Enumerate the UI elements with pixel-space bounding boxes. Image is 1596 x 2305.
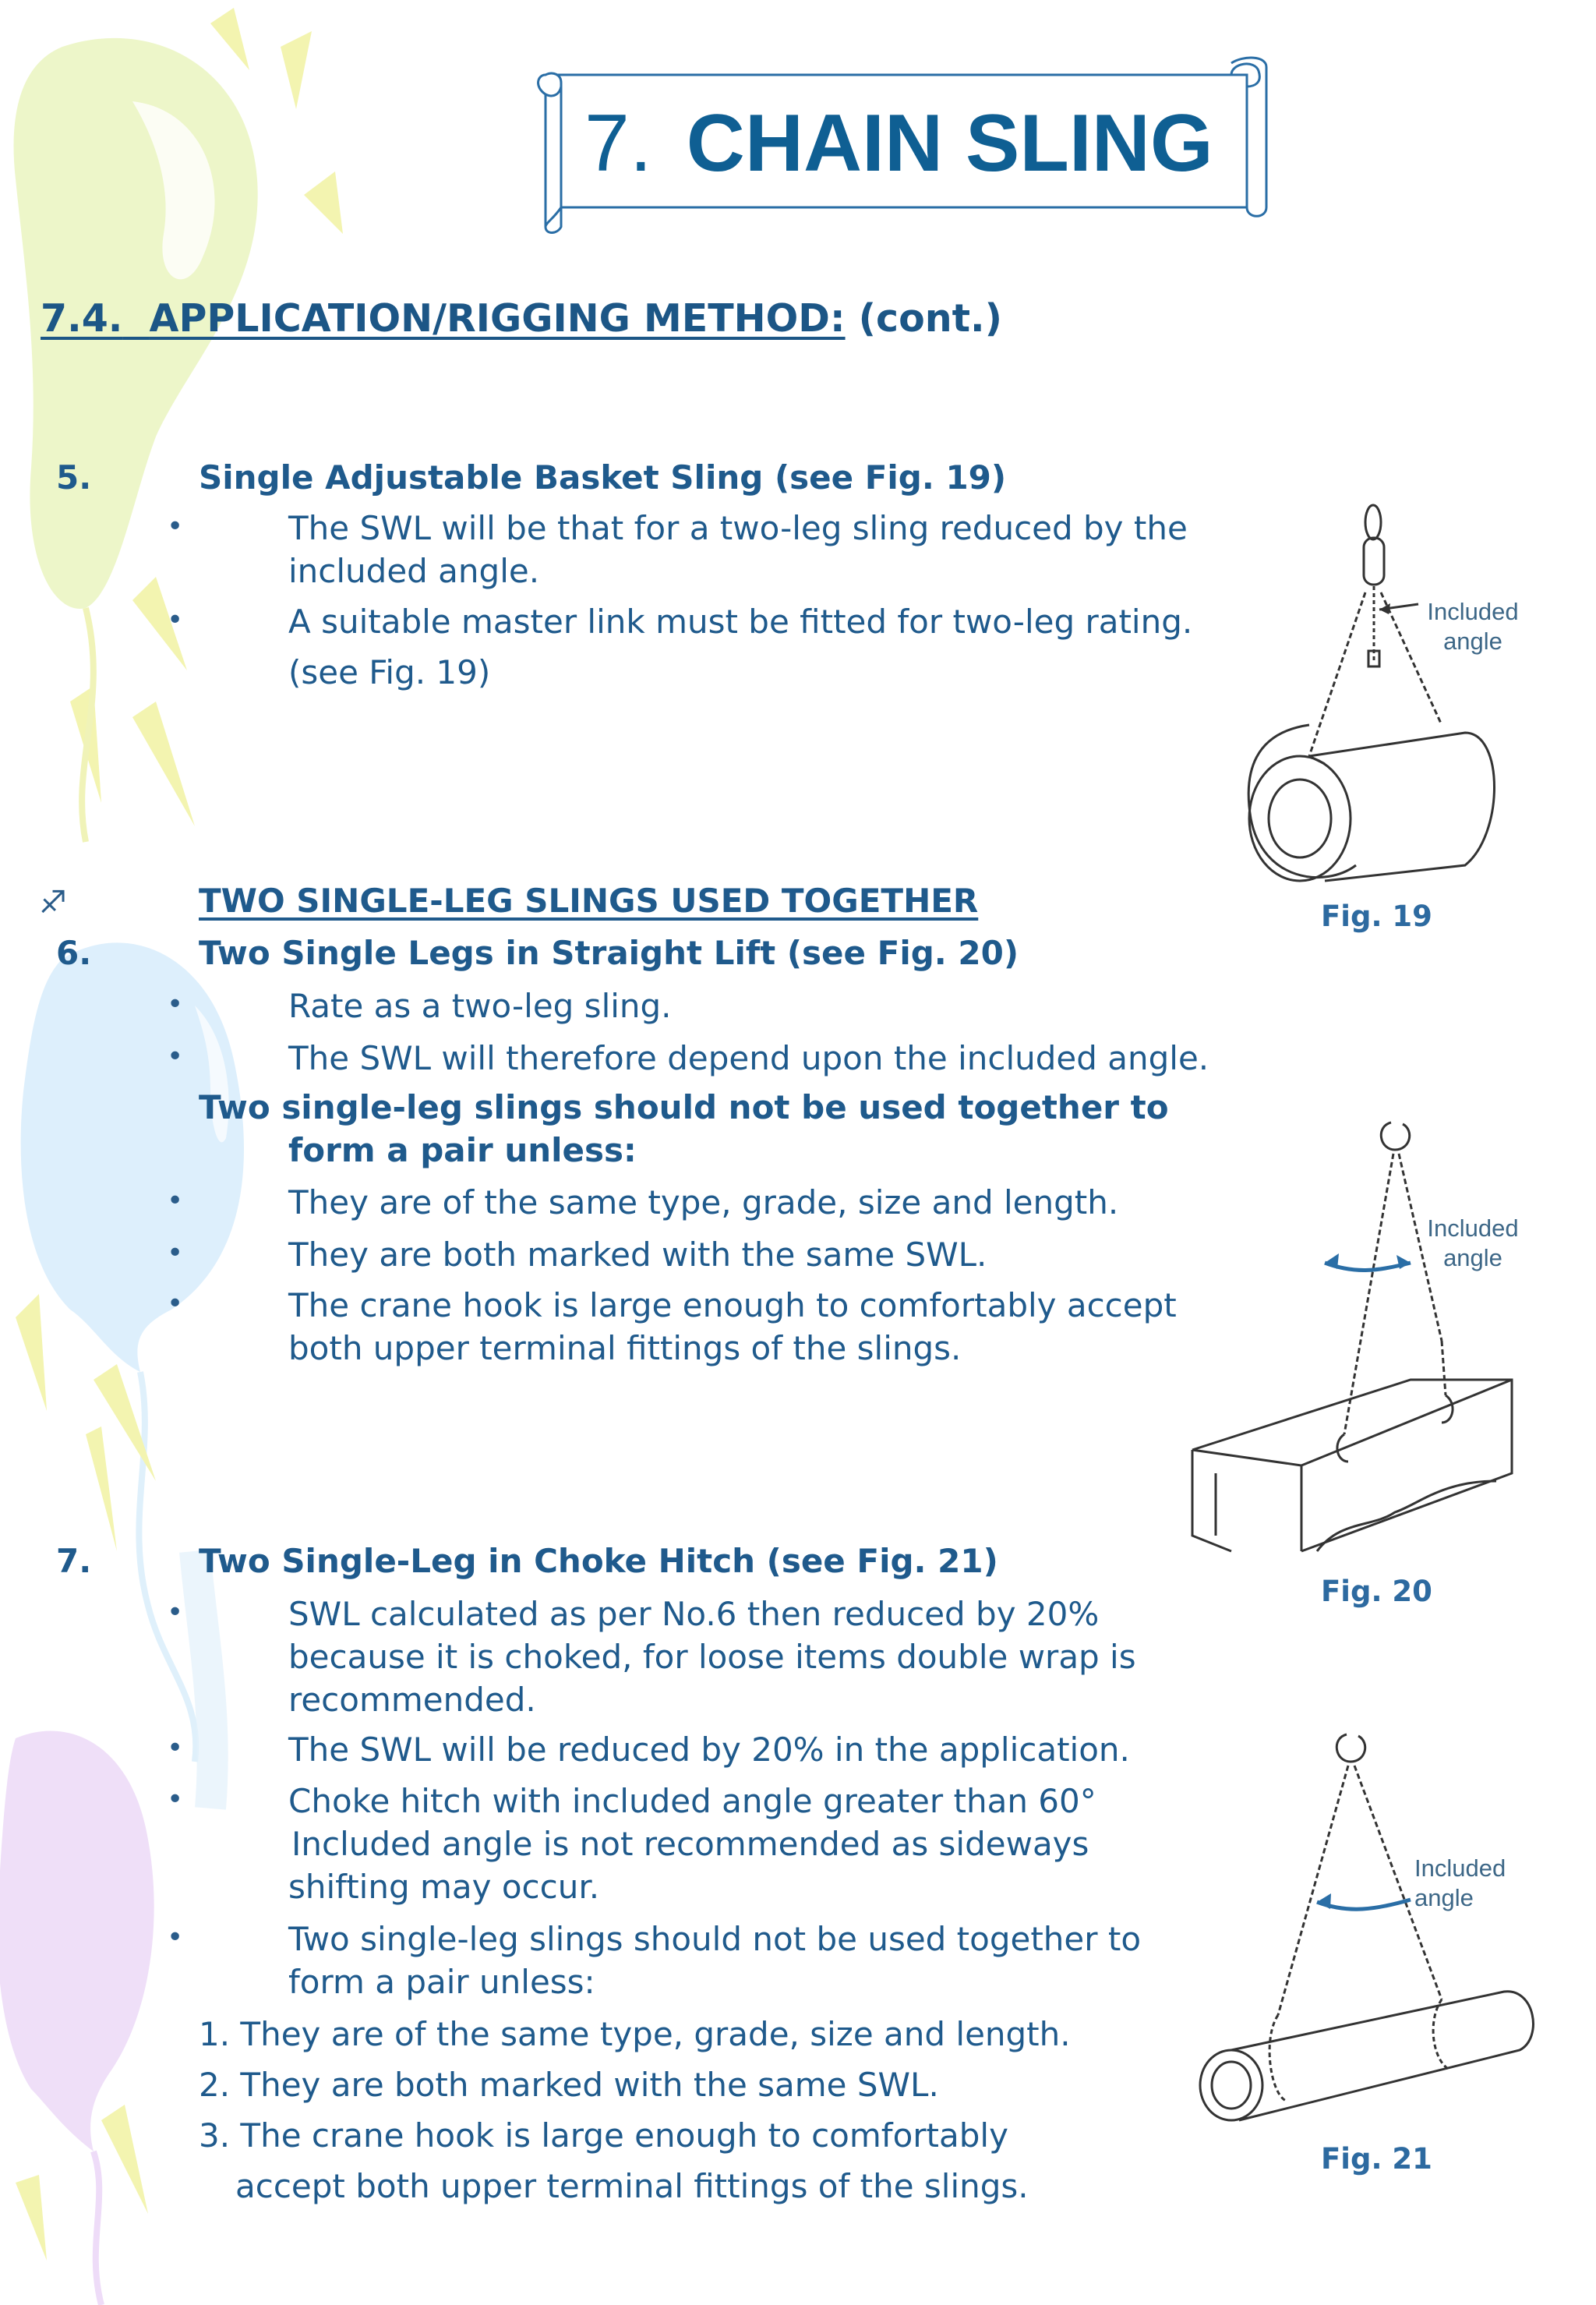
item7-bullet-4-cont: form a pair unless: xyxy=(288,1963,595,2001)
item7-bullet-2: The SWL will be reduced by 20% in the application. xyxy=(288,1731,1130,1769)
bullet: • xyxy=(167,1732,184,1764)
figure-19-illustration xyxy=(1231,499,1527,896)
bullet: • xyxy=(167,1784,184,1815)
figure-20-illustration xyxy=(1185,1115,1527,1582)
item7-number: 7. xyxy=(56,1542,92,1580)
section-heading xyxy=(41,296,1002,341)
item7-bullet-3-cont2: shifting may occur. xyxy=(288,1868,600,1906)
item7-list-1: 1. They are of the same type, grade, size and length. xyxy=(199,2015,1071,2053)
item6-warning-2: form a pair unless: xyxy=(288,1131,637,1169)
bullet: • xyxy=(167,988,184,1020)
fig19-label xyxy=(1411,597,1535,656)
item6-condition-3-cont: both upper terminal fittings of the slings. xyxy=(288,1329,962,1367)
item5-bullet-2: A suitable master link must be fitted for two-leg rating. xyxy=(288,603,1193,641)
arrow-icon xyxy=(1317,1900,1411,1909)
hook-icon xyxy=(1381,1122,1409,1150)
fig21-caption: Fig. 21 xyxy=(1321,2142,1432,2176)
item7-list-3: 3. The crane hook is large enough to comfortably xyxy=(199,2116,1008,2155)
hook-icon xyxy=(1365,505,1381,539)
bullet: • xyxy=(167,604,184,636)
fig19-label-2: angle xyxy=(1443,628,1502,655)
item5-heading: Single Adjustable Basket Sling (see Fig. 19) xyxy=(199,458,1007,497)
fig19-label-1: Included xyxy=(1427,598,1519,625)
item6-heading: Two Single Legs in Straight Lift (see Fig. 20) xyxy=(199,934,1019,972)
section-number: 7.4. xyxy=(41,296,123,341)
item7-bullet-1: SWL calculated as per No.6 then reduced by 20% xyxy=(288,1595,1100,1633)
item6-bullet-1: Rate as a two-leg sling. xyxy=(288,987,672,1025)
figure-21-illustration xyxy=(1192,1727,1535,2140)
bullet: • xyxy=(167,511,184,543)
item6-warning-1: Two single-leg slings should not be used together to xyxy=(199,1088,1169,1126)
item7-bullet-3: Choke hitch with included angle greater than 60° xyxy=(288,1782,1096,1820)
fig21-label-2: angle xyxy=(1414,1884,1474,1911)
item5-bullet-1: The SWL will be that for a two-leg sling reduced by the xyxy=(288,509,1188,547)
fig21-label xyxy=(1414,1854,1531,1913)
fig21-label-1: Included xyxy=(1414,1854,1506,1882)
item6-condition-1: They are of the same type, grade, size and length. xyxy=(288,1183,1119,1221)
section-suffix: (cont.) xyxy=(858,296,1003,341)
fig20-label xyxy=(1411,1214,1535,1273)
item6-condition-2: They are both marked with the same SWL. xyxy=(288,1236,987,1274)
item7-bullet-1-cont: because it is choked, for loose items double wrap is xyxy=(288,1638,1136,1676)
bullet: • xyxy=(167,1041,184,1073)
bullet: • xyxy=(167,1237,184,1269)
item7-list-2: 2. They are both marked with the same SWL. xyxy=(199,2066,939,2104)
swirl-icon: ♐ xyxy=(39,885,67,921)
title-banner xyxy=(530,51,1272,239)
item7-bullet-4: Two single-leg slings should not be used together to xyxy=(288,1920,1142,1958)
item6-condition-3: The crane hook is large enough to comfortably accept xyxy=(288,1286,1177,1324)
bullet: • xyxy=(167,1288,184,1320)
title-number: 7. xyxy=(584,98,652,189)
bullet: • xyxy=(167,1921,184,1953)
fig19-caption: Fig. 19 xyxy=(1321,900,1432,933)
two-single-heading: TWO SINGLE-LEG SLINGS USED TOGETHER xyxy=(199,882,979,920)
fig20-label-1: Included xyxy=(1427,1214,1519,1242)
fig20-caption: Fig. 20 xyxy=(1321,1575,1432,1608)
item5-bullet-2-cont: (see Fig. 19) xyxy=(288,653,491,691)
item5-number: 5. xyxy=(56,458,92,497)
bullet: • xyxy=(167,1596,184,1628)
item7-bullet-3-cont: Included angle is not recommended as sideways xyxy=(291,1825,1089,1863)
hook-icon xyxy=(1336,1734,1365,1762)
page-title xyxy=(584,97,1255,190)
section-title: APPLICATION/RIGGING METHOD: xyxy=(149,296,846,341)
item7-bullet-1-cont2: recommended. xyxy=(288,1681,536,1719)
item6-number: 6. xyxy=(56,934,92,972)
item7-list-3-cont: accept both upper terminal fittings of the slings. xyxy=(235,2167,1029,2205)
item7-heading: Two Single-Leg in Choke Hitch (see Fig. 21) xyxy=(199,1542,998,1580)
fig20-label-2: angle xyxy=(1443,1244,1502,1271)
item6-bullet-2: The SWL will therefore depend upon the included angle. xyxy=(288,1039,1209,1077)
item5-bullet-1-cont: included angle. xyxy=(288,552,540,590)
bullet: • xyxy=(167,1185,184,1217)
title-label: CHAIN SLING xyxy=(686,98,1213,189)
